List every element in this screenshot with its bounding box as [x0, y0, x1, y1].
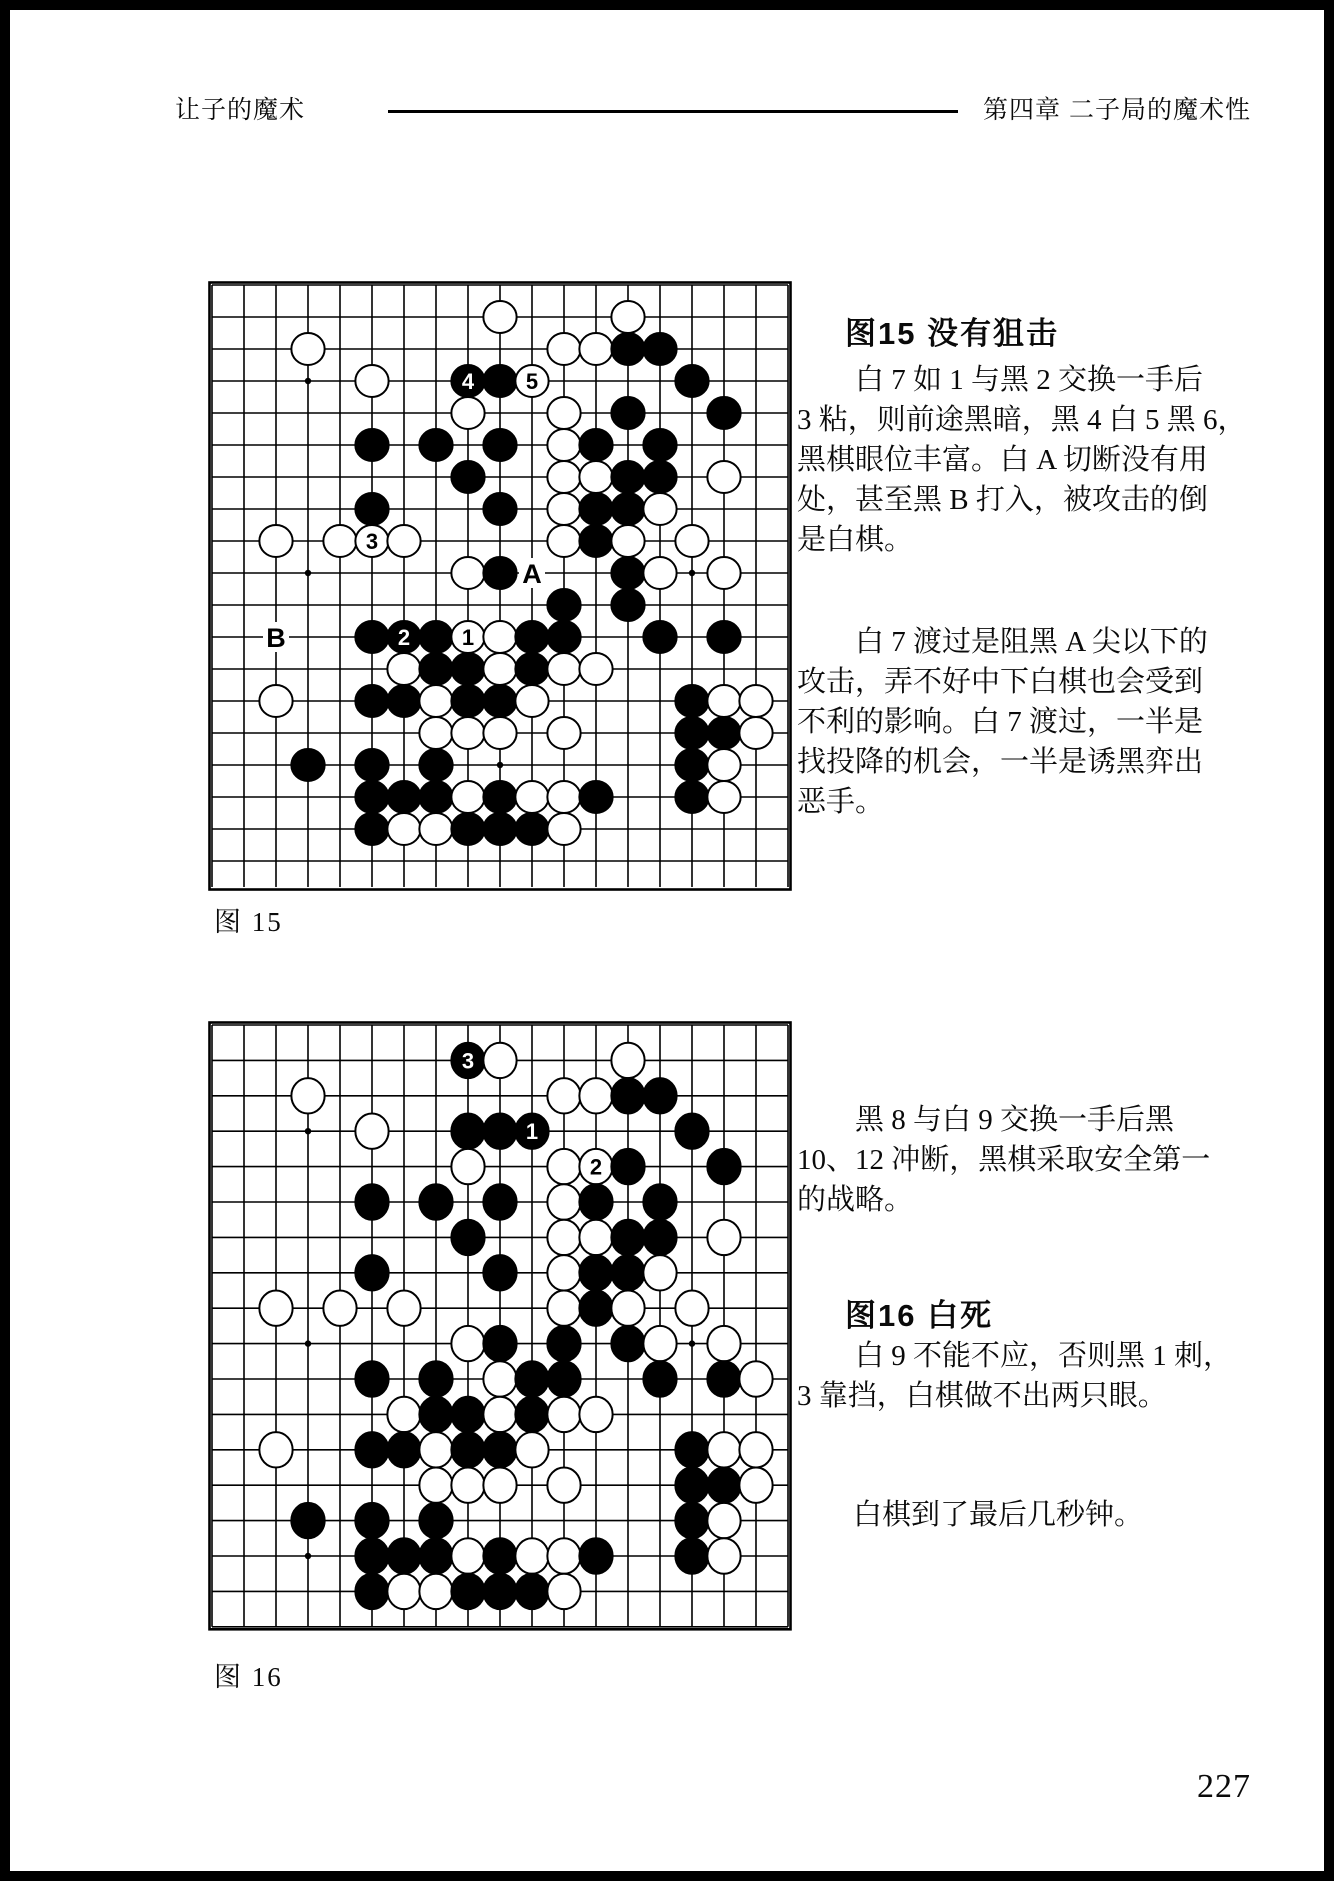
black-stone	[643, 461, 676, 493]
black-stone	[483, 1255, 516, 1290]
svg-text:A: A	[522, 558, 542, 589]
black-stone	[451, 1113, 484, 1148]
figure-16-caption: 图 16	[214, 1662, 283, 1692]
black-stone	[643, 429, 676, 461]
black-stone	[611, 461, 644, 493]
white-stone	[419, 813, 452, 845]
black-stone	[643, 333, 676, 365]
black-stone	[515, 1574, 548, 1609]
black-stone	[707, 1149, 740, 1184]
white-stone	[739, 685, 772, 717]
white-stone	[547, 813, 580, 845]
white-stone	[387, 1290, 420, 1325]
white-stone	[451, 397, 484, 429]
black-stone	[579, 1538, 612, 1573]
white-stone	[547, 525, 580, 557]
text-line: 白 7 渡过是阻黑 A 尖以下的	[855, 626, 1208, 658]
white-stone	[483, 1467, 516, 1502]
figure-15-heading: 图15 没有狙击	[845, 316, 1060, 351]
white-stone	[611, 301, 644, 333]
white-stone	[547, 1149, 580, 1184]
black-stone	[355, 429, 388, 461]
white-stone	[611, 1043, 644, 1078]
black-stone	[611, 397, 644, 429]
black-stone	[675, 1467, 708, 1502]
black-stone	[675, 1113, 708, 1148]
white-stone	[387, 1397, 420, 1432]
white-stone	[355, 365, 388, 397]
black-stone	[355, 1574, 388, 1609]
white-stone	[547, 1538, 580, 1573]
black-stone	[483, 1538, 516, 1573]
black-stone	[355, 685, 388, 717]
white-stone	[387, 813, 420, 845]
black-stone	[611, 1149, 644, 1184]
black-stone	[419, 1361, 452, 1396]
white-stone	[707, 685, 740, 717]
black-stone	[675, 365, 708, 397]
white-stone	[451, 1326, 484, 1361]
black-stone	[419, 1503, 452, 1538]
black-stone	[483, 493, 516, 525]
white-stone	[419, 1432, 452, 1467]
white-stone	[707, 461, 740, 493]
white-stone	[483, 717, 516, 749]
white-stone	[483, 653, 516, 685]
white-stone	[451, 717, 484, 749]
white-stone	[547, 1255, 580, 1290]
text-line: 3 靠挡，白棋做不出两只眼。	[797, 1380, 1167, 1412]
black-stone-move-1	[515, 1113, 548, 1148]
stone-move-number: 3	[461, 1048, 475, 1074]
white-stone	[643, 1326, 676, 1361]
black-stone	[579, 1255, 612, 1290]
star-point	[497, 762, 503, 768]
header-right-title: 第四章 二子局的魔术性	[983, 96, 1251, 124]
white-stone	[515, 1432, 548, 1467]
text-line: 恶手。	[797, 786, 885, 818]
black-stone	[643, 621, 676, 653]
black-stone	[355, 621, 388, 653]
figure-16-paragraph-3: 白棋到了最后几秒钟。	[853, 1499, 1144, 1531]
white-stone	[547, 653, 580, 685]
black-stone	[483, 1432, 516, 1467]
black-stone	[707, 717, 740, 749]
black-stone	[707, 1467, 740, 1502]
white-stone	[547, 397, 580, 429]
text-line: 白 9 不能不应，否则黑 1 刺，	[855, 1340, 1233, 1372]
white-stone	[547, 1467, 580, 1502]
black-stone	[675, 685, 708, 717]
black-stone	[675, 781, 708, 813]
star-point	[305, 378, 311, 384]
header-left-title: 让子的魔术	[175, 96, 306, 124]
black-stone-move-3	[451, 1043, 484, 1078]
black-stone	[611, 1220, 644, 1255]
black-stone	[483, 1574, 516, 1609]
figure-15-paragraph-2	[797, 622, 1217, 822]
white-stone	[547, 493, 580, 525]
white-stone	[419, 1574, 452, 1609]
figure-16-heading: 图16 白死	[845, 1298, 994, 1333]
black-stone	[355, 781, 388, 813]
black-stone	[579, 781, 612, 813]
figure-16-paragraph-1	[797, 1100, 1217, 1220]
black-stone	[675, 1538, 708, 1573]
stone-move-number: 2	[397, 624, 411, 650]
white-stone	[643, 1255, 676, 1290]
white-stone	[419, 717, 452, 749]
white-stone	[547, 1184, 580, 1219]
black-stone	[451, 685, 484, 717]
white-stone	[451, 781, 484, 813]
black-stone	[355, 813, 388, 845]
black-stone	[707, 397, 740, 429]
black-stone	[291, 749, 324, 781]
black-stone	[419, 1184, 452, 1219]
black-stone	[579, 1184, 612, 1219]
black-stone	[547, 1326, 580, 1361]
white-stone	[643, 493, 676, 525]
stone-move-number: 2	[589, 1154, 603, 1180]
white-stone	[643, 557, 676, 589]
white-stone	[483, 1397, 516, 1432]
black-stone	[611, 557, 644, 589]
black-stone	[547, 621, 580, 653]
white-stone-move-3	[355, 525, 388, 557]
black-stone	[419, 429, 452, 461]
black-stone	[451, 1574, 484, 1609]
black-stone	[483, 685, 516, 717]
text-line: 3 粘，则前途黑暗，黑 4 白 5 黑 6，	[797, 404, 1247, 436]
white-stone	[419, 685, 452, 717]
black-stone	[355, 493, 388, 525]
white-stone	[515, 781, 548, 813]
black-stone	[675, 717, 708, 749]
white-stone	[579, 461, 612, 493]
black-stone	[451, 461, 484, 493]
black-stone	[451, 1397, 484, 1432]
black-stone	[451, 653, 484, 685]
star-point	[305, 1340, 311, 1346]
white-stone	[451, 1467, 484, 1502]
white-stone	[483, 1361, 516, 1396]
white-stone	[547, 333, 580, 365]
black-stone	[387, 1432, 420, 1467]
white-stone	[483, 301, 516, 333]
white-stone	[323, 525, 356, 557]
board-letter-A	[519, 558, 545, 589]
white-stone	[547, 429, 580, 461]
black-stone	[419, 781, 452, 813]
white-stone	[739, 1432, 772, 1467]
black-stone	[483, 813, 516, 845]
white-stone	[387, 1574, 420, 1609]
black-stone	[355, 749, 388, 781]
star-point	[689, 570, 695, 576]
black-stone	[643, 1220, 676, 1255]
black-stone	[579, 1290, 612, 1325]
black-stone	[483, 1326, 516, 1361]
white-stone	[707, 749, 740, 781]
white-stone	[451, 1149, 484, 1184]
black-stone	[675, 1432, 708, 1467]
black-stone	[419, 1397, 452, 1432]
text-line: 10、12 冲断，黑棋采取安全第一	[797, 1144, 1211, 1176]
black-stone	[387, 781, 420, 813]
black-stone	[707, 1361, 740, 1396]
white-stone-move-5	[515, 365, 548, 397]
text-line: 找投降的机会，一半是诱黑弈出	[797, 746, 1204, 778]
white-stone	[547, 1290, 580, 1325]
white-stone	[707, 1503, 740, 1538]
text-line: 黑 8 与白 9 交换一手后黑	[855, 1104, 1175, 1136]
white-stone	[611, 525, 644, 557]
black-stone	[291, 1503, 324, 1538]
black-stone	[643, 1078, 676, 1113]
white-stone	[387, 525, 420, 557]
black-stone	[515, 1361, 548, 1396]
white-stone-move-2	[579, 1149, 612, 1184]
black-stone	[675, 1503, 708, 1538]
white-stone	[451, 557, 484, 589]
white-stone	[739, 717, 772, 749]
black-stone	[419, 749, 452, 781]
black-stone	[355, 1255, 388, 1290]
black-stone	[515, 1397, 548, 1432]
text-line: 是白棋。	[797, 524, 914, 556]
black-stone	[611, 493, 644, 525]
stone-move-number: 1	[461, 624, 475, 650]
white-stone	[483, 1043, 516, 1078]
black-stone	[355, 1361, 388, 1396]
black-stone	[483, 365, 516, 397]
white-stone	[547, 781, 580, 813]
white-stone	[707, 1432, 740, 1467]
black-stone	[387, 685, 420, 717]
black-stone	[643, 1361, 676, 1396]
black-stone	[611, 333, 644, 365]
black-stone	[355, 1538, 388, 1573]
white-stone	[707, 781, 740, 813]
white-stone	[291, 1078, 324, 1113]
white-stone	[483, 621, 516, 653]
white-stone	[547, 717, 580, 749]
star-point	[305, 570, 311, 576]
black-stone	[611, 1078, 644, 1113]
black-stone	[355, 1184, 388, 1219]
black-stone	[419, 1538, 452, 1573]
black-stone	[547, 589, 580, 621]
black-stone	[515, 813, 548, 845]
stone-move-number: 3	[365, 528, 379, 554]
black-stone	[483, 781, 516, 813]
black-stone	[579, 429, 612, 461]
black-stone	[675, 749, 708, 781]
black-stone	[419, 621, 452, 653]
black-stone	[355, 1503, 388, 1538]
white-stone	[707, 557, 740, 589]
text-line: 黑棋眼位丰富。白 A 切断没有用	[797, 444, 1208, 476]
white-stone	[739, 1467, 772, 1502]
black-stone	[515, 621, 548, 653]
white-stone	[291, 333, 324, 365]
white-stone	[707, 1220, 740, 1255]
text-line: 攻击，弄不好中下白棋也会受到	[797, 666, 1204, 698]
figure-16-paragraph-2	[797, 1336, 1233, 1416]
white-stone	[547, 1078, 580, 1113]
black-stone	[611, 589, 644, 621]
text-line: 处，甚至黑 B 打入，被攻击的倒	[797, 484, 1208, 516]
black-stone	[611, 1326, 644, 1361]
page-number: 227	[1197, 1768, 1251, 1805]
black-stone	[419, 653, 452, 685]
white-stone	[387, 653, 420, 685]
star-point	[305, 1553, 311, 1559]
white-stone	[579, 333, 612, 365]
black-stone	[483, 429, 516, 461]
white-stone	[355, 1113, 388, 1148]
black-stone	[483, 557, 516, 589]
black-stone	[643, 1184, 676, 1219]
white-stone-move-1	[451, 621, 484, 653]
black-stone	[611, 1255, 644, 1290]
white-stone	[547, 1397, 580, 1432]
white-stone	[707, 1538, 740, 1573]
black-stone	[451, 1432, 484, 1467]
black-stone	[451, 813, 484, 845]
black-stone	[483, 1113, 516, 1148]
white-stone	[259, 685, 292, 717]
go-board-figure-15	[208, 281, 792, 891]
black-stone	[515, 653, 548, 685]
stone-move-number: 1	[525, 1119, 539, 1145]
svg-text:B: B	[266, 622, 286, 653]
white-stone	[579, 1078, 612, 1113]
black-stone	[451, 1220, 484, 1255]
white-stone	[707, 1326, 740, 1361]
star-point	[689, 1340, 695, 1346]
white-stone	[611, 1290, 644, 1325]
white-stone	[515, 685, 548, 717]
white-stone	[579, 653, 612, 685]
white-stone	[515, 1538, 548, 1573]
white-stone	[675, 1290, 708, 1325]
black-stone	[579, 525, 612, 557]
black-stone-move-4	[451, 365, 484, 397]
black-stone	[387, 1538, 420, 1573]
white-stone	[547, 1220, 580, 1255]
white-stone	[547, 1574, 580, 1609]
text-line: 不利的影响。白 7 渡过，一半是	[797, 706, 1204, 738]
text-line: 白 7 如 1 与黑 2 交换一手后	[855, 364, 1204, 396]
white-stone	[547, 461, 580, 493]
white-stone	[419, 1467, 452, 1502]
header-rule	[388, 110, 958, 113]
white-stone	[739, 1361, 772, 1396]
white-stone	[675, 525, 708, 557]
text-line: 的战略。	[797, 1184, 914, 1216]
star-point	[305, 1128, 311, 1134]
white-stone	[259, 525, 292, 557]
white-stone	[323, 1290, 356, 1325]
go-board-figure-16	[208, 1021, 792, 1631]
black-stone	[355, 1432, 388, 1467]
white-stone	[259, 1290, 292, 1325]
white-stone	[259, 1432, 292, 1467]
black-stone	[707, 621, 740, 653]
stone-move-number: 5	[525, 368, 539, 394]
board-letter-B	[263, 622, 289, 653]
black-stone	[483, 1184, 516, 1219]
figure-15-paragraph-1	[797, 360, 1247, 560]
figure-15-caption: 图 15	[214, 907, 283, 937]
white-stone	[579, 1397, 612, 1432]
white-stone	[579, 1220, 612, 1255]
stone-move-number: 4	[461, 368, 475, 394]
black-stone	[547, 1361, 580, 1396]
black-stone	[579, 493, 612, 525]
white-stone	[451, 1538, 484, 1573]
black-stone-move-2	[387, 621, 420, 653]
